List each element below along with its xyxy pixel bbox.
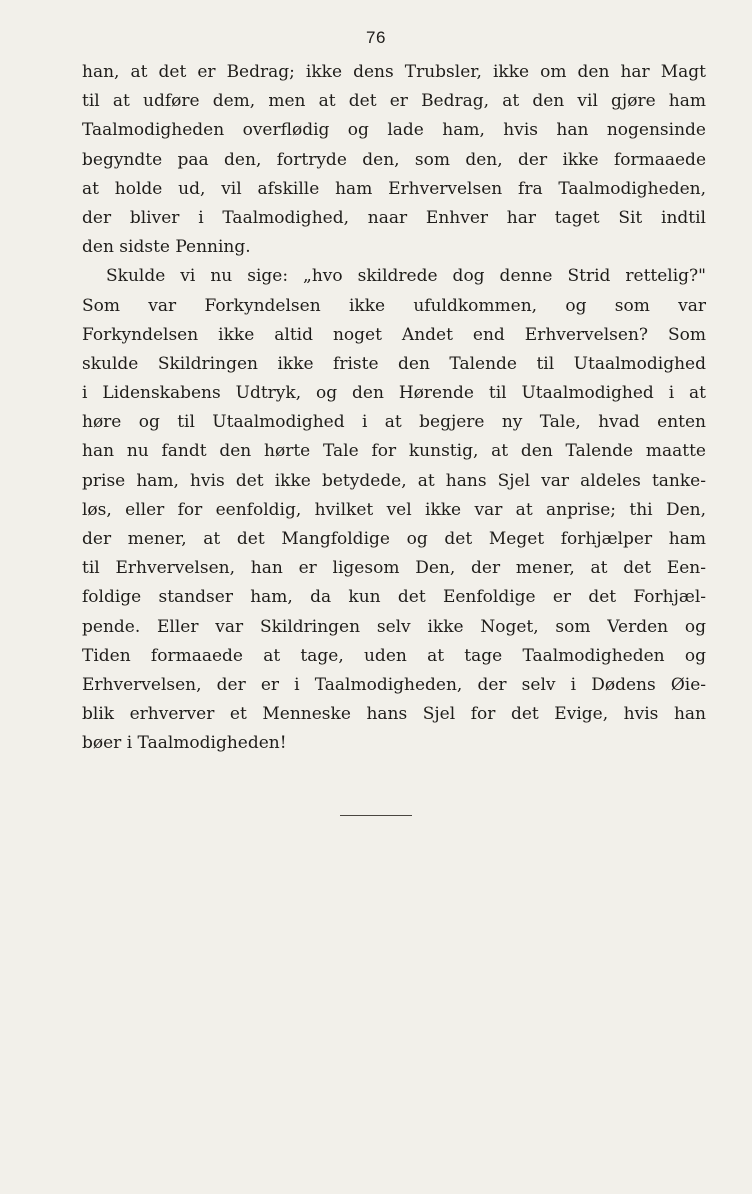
paragraph-1 <box>82 58 706 262</box>
text-line: prise ham, hvis det ikke betydede, at hans Sjel var aldeles tanke- <box>82 470 706 491</box>
section-divider <box>340 815 412 816</box>
text-line: han nu fandt den hørte Tale for kunstig, at den Talende maatte <box>82 441 706 462</box>
text-line: til Erhvervelsen, han er ligesom Den, der mener, at det Een- <box>82 558 706 579</box>
text-line: høre og til Utaalmodighed i at begjere ny Tale, hvad enten <box>82 412 706 433</box>
text-line: pende. Eller var Skildringen selv ikke Noget, som Verden og <box>82 616 706 637</box>
text-line: begyndte paa den, fortryde den, som den, der ikke formaaede <box>82 149 706 170</box>
text-line: den sidste Penning. <box>82 237 251 258</box>
text-line: Som var Forkyndelsen ikke ufuldkommen, og som var <box>82 295 706 316</box>
page-number: 76 <box>366 28 386 47</box>
text-line: at holde ud, vil afskille ham Erhvervelsen fra Taalmodigheden, <box>82 178 706 199</box>
text-line: der bliver i Taalmodighed, naar Enhver har taget Sit indtil <box>82 207 706 228</box>
text-line: blik erhverver et Menneske hans Sjel for det Evige, hvis han <box>82 704 706 725</box>
text-line: løs, eller for eenfoldig, hvilket vel ikke var at anprise; thi Den, <box>82 499 706 520</box>
text-line: foldige standser ham, da kun det Eenfoldige er det Forhjæl- <box>82 587 706 608</box>
paragraph-2 <box>82 262 706 758</box>
text-line: bøer i Taalmodigheden! <box>82 733 287 754</box>
text-line: Erhvervelsen, der er i Taalmodigheden, der selv i Dødens Øie- <box>82 674 706 695</box>
text-line: i Lidenskabens Udtryk, og den Hørende til Utaalmodighed i at <box>82 383 706 404</box>
text-line: skulde Skildringen ikke friste den Talende til Utaalmodighed <box>82 353 706 374</box>
text-line: der mener, at det Mangfoldige og det Meget forhjælper ham <box>82 529 706 549</box>
text-line: til at udføre dem, men at det er Bedrag, at den vil gjøre ham <box>82 91 706 112</box>
text-line: Taalmodigheden overflødig og lade ham, hvis han nogensinde <box>82 120 706 141</box>
body-text <box>82 58 706 759</box>
text-line: Forkyndelsen ikke altid noget Andet end Erhvervelsen? Som <box>82 324 706 345</box>
text-line: Skulde vi nu sige: „hvo skildrede dog denne Strid rettelig?" <box>106 266 706 287</box>
text-line: Tiden formaaede at tage, uden at tage Taalmodigheden og <box>82 645 706 666</box>
text-line: han, at det er Bedrag; ikke dens Trubsler, ikke om den har Magt <box>82 62 706 82</box>
